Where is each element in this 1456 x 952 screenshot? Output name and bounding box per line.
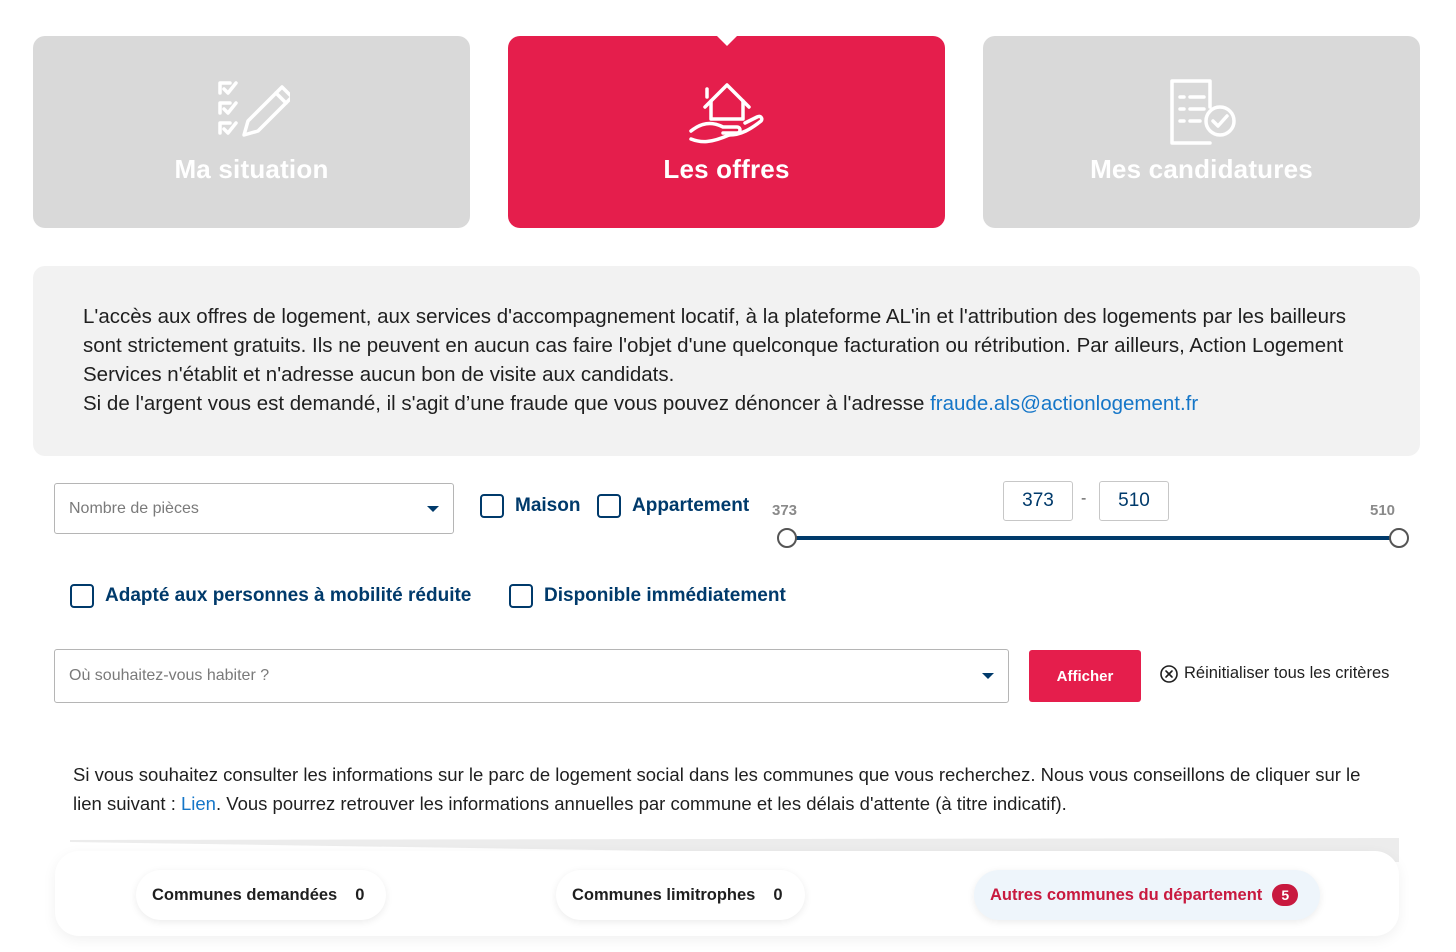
house-hand-icon: [687, 76, 767, 148]
reduced-mobility-label: Adapté aux personnes à mobilité réduite: [105, 585, 472, 606]
pill-count: 0: [773, 885, 783, 904]
apartment-checkbox[interactable]: [597, 494, 749, 518]
pill-label: Autres communes du département: [990, 885, 1263, 904]
range-track[interactable]: [787, 536, 1399, 540]
pill-count: 0: [355, 885, 365, 904]
reset-label: Réinitialiser tous les critères: [1184, 664, 1390, 682]
chevron-down-icon: [427, 506, 439, 512]
note-text-before: Si vous souhaitez consulter les informations sur le parc de logement social dans les communes que vous recherchez. Nous vous conseillons de cliquer sur le lien suivant :: [73, 764, 1361, 814]
tab-les-offres[interactable]: [508, 36, 945, 228]
show-button[interactable]: Afficher: [1029, 650, 1141, 702]
available-now-checkbox[interactable]: [509, 584, 786, 608]
range-handle-min[interactable]: [777, 528, 797, 548]
tab-ma-situation[interactable]: [33, 36, 470, 228]
range-from-input[interactable]: 373: [1003, 481, 1073, 521]
note-link[interactable]: Lien: [180, 793, 216, 814]
close-circle-icon: [1160, 665, 1178, 683]
document-check-icon: [1162, 76, 1242, 148]
tab-mes-candidatures[interactable]: [983, 36, 1420, 228]
available-now-label: Disponible immédiatement: [544, 585, 786, 606]
count-badge: 5: [1272, 884, 1298, 906]
pill-label: Communes demandées: [152, 885, 338, 904]
info-text: L'accès aux offres de logement, aux services d'accompagnement locatif, à la plateforme AL'in et l'attribution des logements par les bailleurs sont strictement gratuits. Ils ne peuvent en aucun cas faire l'objet d'une quelconque facturation ou rétribution. Par ailleurs, Action Logement Services n'établit et n'adresse aucun bon de visite aux candidats.: [83, 305, 1347, 386]
range-min-label: 373: [772, 502, 798, 519]
checkbox-box[interactable]: [70, 584, 94, 608]
range-separator: -: [1081, 490, 1087, 507]
house-checkbox[interactable]: [480, 494, 580, 518]
social-housing-note: [73, 760, 1373, 818]
location-select[interactable]: [54, 649, 1009, 703]
tab-label: Mes candidatures: [1090, 154, 1313, 184]
tab-label: Ma situation: [174, 154, 329, 184]
note-text-after: . Vous pourrez retrouver les informations annuelles par commune et les délais d'attente (à titre indicatif).: [215, 793, 1067, 814]
fraud-text: Si de l'argent vous est demandé, il s'agit d’une fraude que vous pouvez dénoncer à l'adresse: [83, 392, 931, 415]
fraud-email-link[interactable]: fraude.als@actionlogement.fr: [930, 392, 1199, 415]
checkbox-box[interactable]: [509, 584, 533, 608]
info-notice: [33, 266, 1420, 456]
tab-communes-limitrophes[interactable]: [556, 870, 805, 920]
range-to-input[interactable]: 510: [1099, 481, 1169, 521]
reduced-mobility-checkbox[interactable]: [70, 584, 471, 608]
checklist-pencil-icon: [212, 76, 292, 148]
tab-autres-communes[interactable]: [974, 870, 1320, 920]
rooms-select[interactable]: [54, 483, 454, 534]
reset-criteria-link[interactable]: [1160, 664, 1389, 683]
house-label: Maison: [515, 495, 581, 516]
location-placeholder: Où souhaitez-vous habiter ?: [69, 667, 270, 684]
checkbox-box[interactable]: [597, 494, 621, 518]
chevron-down-icon: [982, 673, 994, 679]
rooms-placeholder: Nombre de pièces: [69, 499, 199, 517]
apartment-label: Appartement: [632, 495, 750, 516]
range-max-label: 510: [1370, 502, 1396, 519]
checkbox-box[interactable]: [480, 494, 504, 518]
pill-label: Communes limitrophes: [572, 885, 756, 904]
tab-communes-demandees[interactable]: [136, 870, 386, 920]
range-handle-max[interactable]: [1389, 528, 1409, 548]
tab-label: Les offres: [663, 154, 790, 184]
